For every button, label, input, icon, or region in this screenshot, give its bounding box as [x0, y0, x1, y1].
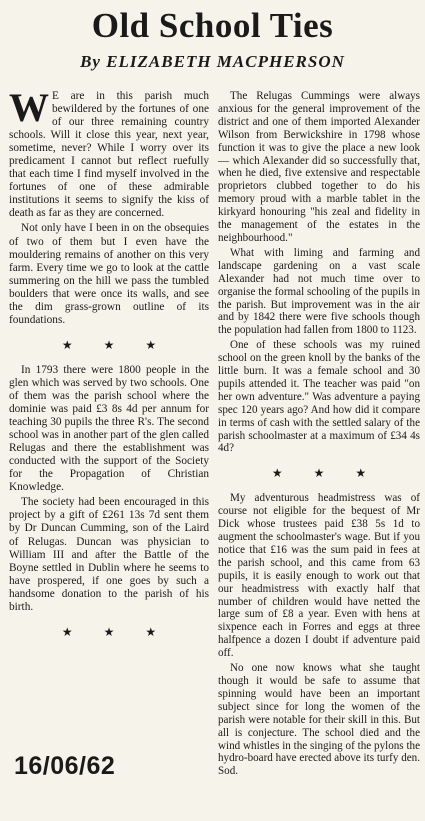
section-separator: ★ ★ ★	[61, 624, 171, 639]
article-paragraph: My adventurous headmistress was of course not eligible for the bequest of Mr Dick whose trustees paid £38 5s 1d to augment the schoolmaster's wage. But if you notice that £16 was the sum paid in fees at the parish school, and this came from 63 pupils, it is easily enough to work out that our headmistress with exactly half that number of children would have netted the large sum of £8 a year. Even with hens at sixpence each in Forres and eggs at three halfpence a dozen I doubt if adventure paid off.	[218, 492, 420, 660]
article-paragraph: The society had been encouraged in this project by a gift of £261 13s 7d sent them by Dr Duncan Cumming, son of the Laird of Relugas. Duncan was physician to William III and after the Battle of the Boyne settled in Dublin where he seems to have prospered, if one goes by such a handsome donation to the parish of his birth.	[9, 496, 209, 613]
right-column	[218, 90, 420, 780]
section-separator: ★ ★ ★	[61, 337, 171, 352]
article-paragraph: Not only have I been in on the obsequies of two of them but I even have the mouldering remains of another on this very farm. Every time we go to look at the cattle summering on the hill we pass the tumbled boulders that were once its walls, and see the dim grass-grown outline of its foundations.	[9, 222, 209, 326]
section-separator: ★ ★ ★	[271, 466, 381, 481]
article-paragraph: One of these schools was my ruined school on the green knoll by the banks of the little burn. It was a female school and 30 pupils attended it. The teacher was paid "on her own adventure." Was adventure a paying spec 120 years ago? And how did it compare in terms of cash with the settled salary of the parish schoolmaster at a maximum of £34 4s 4d?	[218, 339, 420, 455]
article-paragraph: What with liming and farming and landscape gardening on a vast scale Alexander had not much time over to organise the formal schooling of the pupils in the parish. But improvement was in the air and by 1842 there were five schools though the population had fallen from 1800 to 1123.	[218, 246, 420, 337]
article-paragraph: The Relugas Cummings were always anxious for the general improvement of the district and one of them imported Alexander Wilson from Berwickshire in 1798 whose function it was to give the place a new look — which Alexander did so successfully that, when he died, five extensive and respectable proprietors clubbed together to do his memory proud with a marble tablet in the kirkyard honouring "his zeal and fidelity in the management of the estates in the neighbourhood."	[218, 90, 420, 244]
byline: By ELIZABETH MACPHERSON	[80, 52, 345, 71]
article-paragraph: In 1793 there were 1800 people in the glen which was served by two schools. One of them was the parish school where the dominie was paid £3 8s 4d per annum for teaching 30 pupils the three R's. The second school was in another part of the glen called Relugas and there the establishment was conducted with the support of the Society for the Propagation of Christian Knowledge.	[9, 363, 209, 494]
article-paragraph: W E are in this parish much bewildered by the fortunes of one of our three remaining country schools. Will it close this year, next year, sometime, never? While I worry over its predicament I cannot but reflect ruefully that each time I find myself involved in the fortunes of one of these admirable institutions it seems to signify the kiss of death as far as they are concerned.	[9, 85, 209, 220]
drop-cap: W	[9, 85, 49, 130]
article-paragraph: No one now knows what she taught though it would be safe to assume that spinning would have been an important subject since for long the women of the parish were notable for their skill in this. But all is conjecture. The school died and the wind whistles in the singing of the pylons the hydro-board have erected above its turfy den. Sod.	[218, 662, 420, 778]
headline: Old School Ties	[91, 6, 334, 45]
date-stamp: 16/06/62	[14, 752, 116, 780]
left-column	[9, 85, 209, 651]
